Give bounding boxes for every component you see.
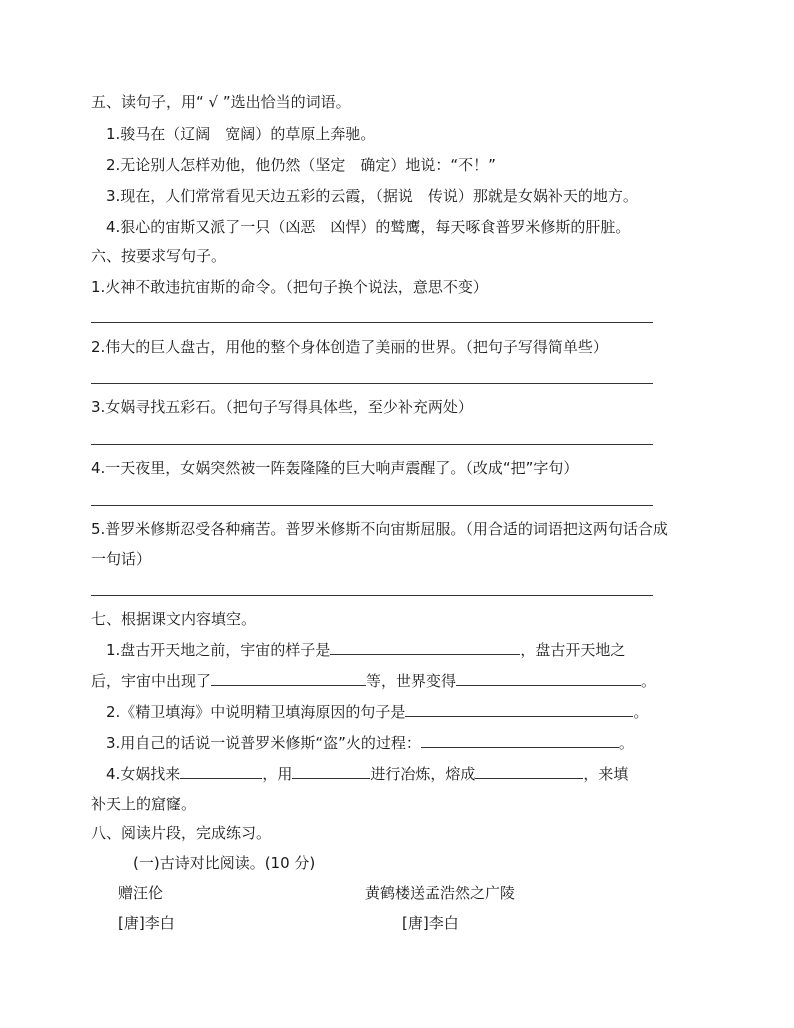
answer-line-1[interactable] xyxy=(91,322,653,323)
section-6-question-4: 4.一天夜里，女娲突然被一阵轰隆隆的巨大响声震醒了。（改成“把”字句） xyxy=(91,459,579,477)
q1-text-c: 后，宇宙中出现了 xyxy=(91,672,212,690)
q4-text-c: 进行冶炼，熔成 xyxy=(370,765,476,783)
poem-1-title: 赠汪伦 xyxy=(118,884,164,902)
q2-text-a: 2.《精卫填海》中说明精卫填海原因的句子是 xyxy=(106,703,406,721)
answer-line-3[interactable] xyxy=(91,444,653,445)
section-7-question-1-cont xyxy=(91,671,656,691)
section-5-item-3: 3.现在，人们常常看见天边五彩的云霞，（据说 传说）那就是女娲补天的地方。 xyxy=(106,187,638,205)
section-7-question-3 xyxy=(106,733,634,753)
section-7-question-4-cont: 补天上的窟窿。 xyxy=(91,795,197,813)
section-8-title: 八、阅读片段，完成练习。 xyxy=(91,824,272,842)
answer-line-5[interactable] xyxy=(91,595,653,596)
q1-text-e: 。 xyxy=(641,672,657,690)
q1-blank-2[interactable] xyxy=(211,671,366,686)
answer-line-2[interactable] xyxy=(91,383,653,384)
section-8-subtitle: (一)古诗对比阅读。(10 分) xyxy=(133,854,316,872)
q4-blank-2[interactable] xyxy=(292,764,370,779)
q2-blank[interactable] xyxy=(405,702,633,717)
q1-blank-3[interactable] xyxy=(456,671,641,686)
section-6-question-1: 1.火神不敢违抗宙斯的命令。（把句子换个说法，意思不变） xyxy=(91,278,488,296)
q3-blank[interactable] xyxy=(421,733,619,748)
section-6-question-5-cont: 一句话） xyxy=(91,550,152,568)
q1-text-b: ，盘古开天地之 xyxy=(520,641,626,659)
q1-text-d: 等，世界变得 xyxy=(366,672,457,690)
section-7-title: 七、根据课文内容填空。 xyxy=(91,610,257,628)
section-7-question-4 xyxy=(106,764,628,784)
q4-blank-3[interactable] xyxy=(475,764,583,779)
poem-1-author: [唐]李白 xyxy=(118,914,175,932)
section-6-question-5: 5.普罗米修斯忍受各种痛苦。普罗米修斯不向宙斯屈服。（用合适的词语把这两句话合成 xyxy=(91,520,668,538)
q3-text-a: 3.用自己的话说一说普罗米修斯“盗”火的过程： xyxy=(106,734,421,752)
section-5-title: 五、读句子，用“ √ ”选出恰当的词语。 xyxy=(91,93,351,111)
q3-text-b: 。 xyxy=(618,734,634,752)
section-6-title: 六、按要求写句子。 xyxy=(91,247,227,265)
q4-text-d: ，来填 xyxy=(583,765,629,783)
q1-text-a: 1.盘古开天地之前，宇宙的样子是 xyxy=(106,641,331,659)
section-7-question-2 xyxy=(106,702,648,722)
section-6-question-2: 2.伟大的巨人盘古，用他的整个身体创造了美丽的世界。（把句子写得简单些） xyxy=(91,338,608,356)
answer-line-4[interactable] xyxy=(91,505,653,506)
section-5-item-2: 2.无论别人怎样劝他，他仍然（坚定 确定）地说：“不！” xyxy=(106,156,496,174)
poem-2-author: [唐]李白 xyxy=(402,914,459,932)
section-6-question-3: 3.女娲寻找五彩石。（把句子写得具体些，至少补充两处） xyxy=(91,398,473,416)
section-5-item-1: 1.骏马在（辽阔 宽阔）的草原上奔驰。 xyxy=(106,125,376,143)
q4-blank-1[interactable] xyxy=(180,764,262,779)
section-5-item-4: 4.狠心的宙斯又派了一只（凶恶 凶悍）的鹫鹰，每天啄食普罗米修斯的肝脏。 xyxy=(106,218,631,236)
section-7-question-1 xyxy=(106,640,625,660)
q4-text-b: ，用 xyxy=(262,765,293,783)
poem-2-title: 黄鹤楼送孟浩然之广陵 xyxy=(365,884,516,902)
q1-blank-1[interactable] xyxy=(330,640,520,655)
q2-text-b: 。 xyxy=(633,703,649,721)
q4-text-a: 4.女娲找来 xyxy=(106,765,181,783)
